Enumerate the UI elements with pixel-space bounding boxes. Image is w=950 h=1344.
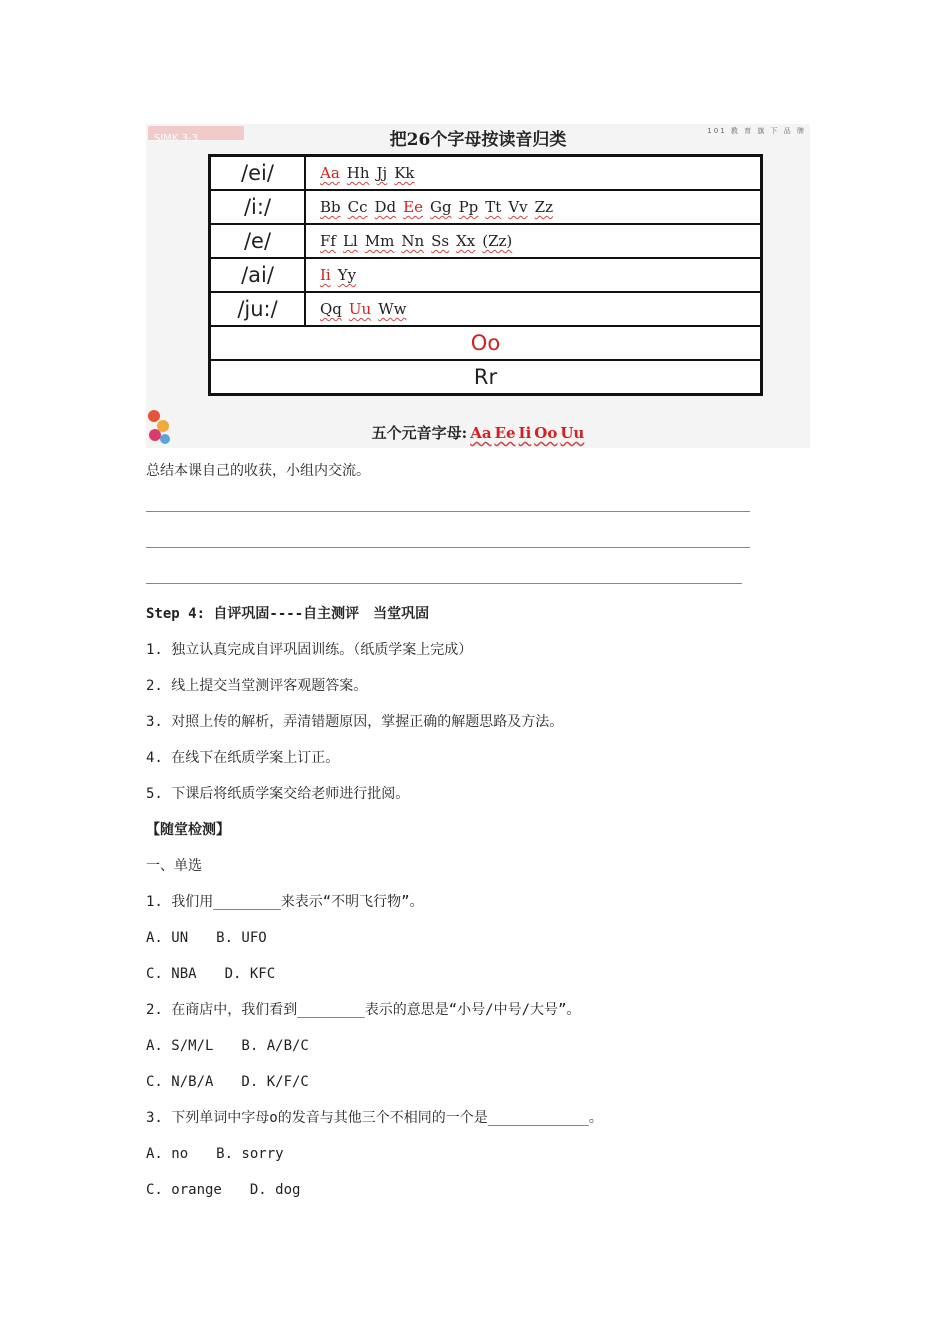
letter-group [305,190,762,224]
letter-pair: Ll [342,232,358,250]
special-letter: Rr [210,360,762,395]
phonetic-symbol: /ai/ [210,258,306,292]
phonetic-symbol: /ju:/ [210,292,306,326]
letter-pair: Tt [485,198,502,216]
letter-group [305,224,762,258]
summary-prompt: 总结本课自己的收获，小组内交流。 [146,463,370,479]
answer-line [146,583,742,584]
letter-pair: Dd [374,198,397,216]
answer-line [146,511,750,512]
step4-item: 1. 独立认真完成自评巩固训练。（纸质学案上完成） [146,642,473,658]
question-options: C. NBA D. KFC [146,966,276,982]
letter-pair: Aa [320,164,340,182]
vowel-letter: Aa [470,424,492,442]
letter-group [305,292,762,326]
question-text: 1. 我们用________来表示“不明飞行物”。 [146,894,424,910]
vowel-letters-line [146,422,810,443]
phonics-row [210,326,762,360]
step4-item: 4. 在线下在纸质学案上订正。 [146,750,340,766]
letter-pair: Ss [431,232,450,250]
letter-pair: Vv [508,198,528,216]
question-text: 2. 在商店中，我们看到________表示的意思是“小号/中号/大号”。 [146,1002,581,1018]
phonics-row [210,224,762,258]
slide-brand: 101 教 育 旗 下 品 牌 [707,127,806,135]
question-options: A. S/M/L B. A/B/C [146,1038,309,1054]
step4-title: Step 4: 自评巩固----自主测评 当堂巩固 [146,606,430,622]
letter-pair: Ee [403,198,423,216]
vowel-letter: Ee [494,424,516,442]
letter-pair: Cc [347,198,368,216]
phonetic-symbol: /e/ [210,224,306,258]
phonetic-symbol: /ei/ [210,156,306,191]
phonics-row [210,156,762,191]
letter-pair: Nn [401,232,425,250]
letter-group [305,156,762,191]
letter-pair: Uu [348,300,372,318]
question-options: C. orange D. dog [146,1182,301,1198]
letter-group [305,258,762,292]
special-letter: Oo [210,326,762,360]
quiz-heading: 【随堂检测】 [146,822,230,838]
letter-pair: Jj [376,164,388,182]
letter-pair: Kk [394,164,415,182]
letter-pair: Bb [320,198,341,216]
letter-pair: Ww [378,300,407,318]
quiz-section-title: 一、单选 [146,858,202,874]
phonetic-symbol: /i:/ [210,190,306,224]
letter-pair: Pp [458,198,479,216]
slide-badge-text: SIMK 3-3 [154,133,198,144]
question-options: A. UN B. UFO [146,930,267,946]
letter-pair: (Zz) [482,232,513,250]
step4-item: 3. 对照上传的解析，弄清错题原因，掌握正确的解题思路及方法。 [146,714,564,730]
letter-pair: Mm [364,232,395,250]
slide-title: 把26个字母按读音归类 [389,130,567,150]
letter-pair: Xx [456,232,476,250]
letter-pair: Hh [346,164,370,182]
letter-pair: Zz [534,198,553,216]
phonics-slide-image [146,124,810,448]
letter-pair: Yy [337,266,357,284]
vowels-label: 五个元音字母: [371,424,468,442]
phonics-row [210,258,762,292]
phonics-table [208,154,763,396]
phonics-row [210,190,762,224]
question-text: 3. 下列单词中字母o的发音与其他三个不相同的一个是____________。 [146,1110,603,1126]
answer-line [146,547,750,548]
letter-pair: Qq [320,300,342,318]
step4-item: 2. 线上提交当堂测评客观题答案。 [146,678,368,694]
vowel-letter: Oo [534,424,558,442]
letter-pair: Gg [429,198,452,216]
phonics-row [210,360,762,395]
question-options: A. no B. sorry [146,1146,284,1162]
question-options: C. N/B/A D. K/F/C [146,1074,309,1090]
letter-pair: Ff [320,232,336,250]
vowel-letter: Ii [518,424,532,442]
letter-pair: Ii [320,266,331,284]
vowel-letter: Uu [560,424,585,442]
phonics-row [210,292,762,326]
step4-item: 5. 下课后将纸质学案交给老师进行批阅。 [146,786,410,802]
